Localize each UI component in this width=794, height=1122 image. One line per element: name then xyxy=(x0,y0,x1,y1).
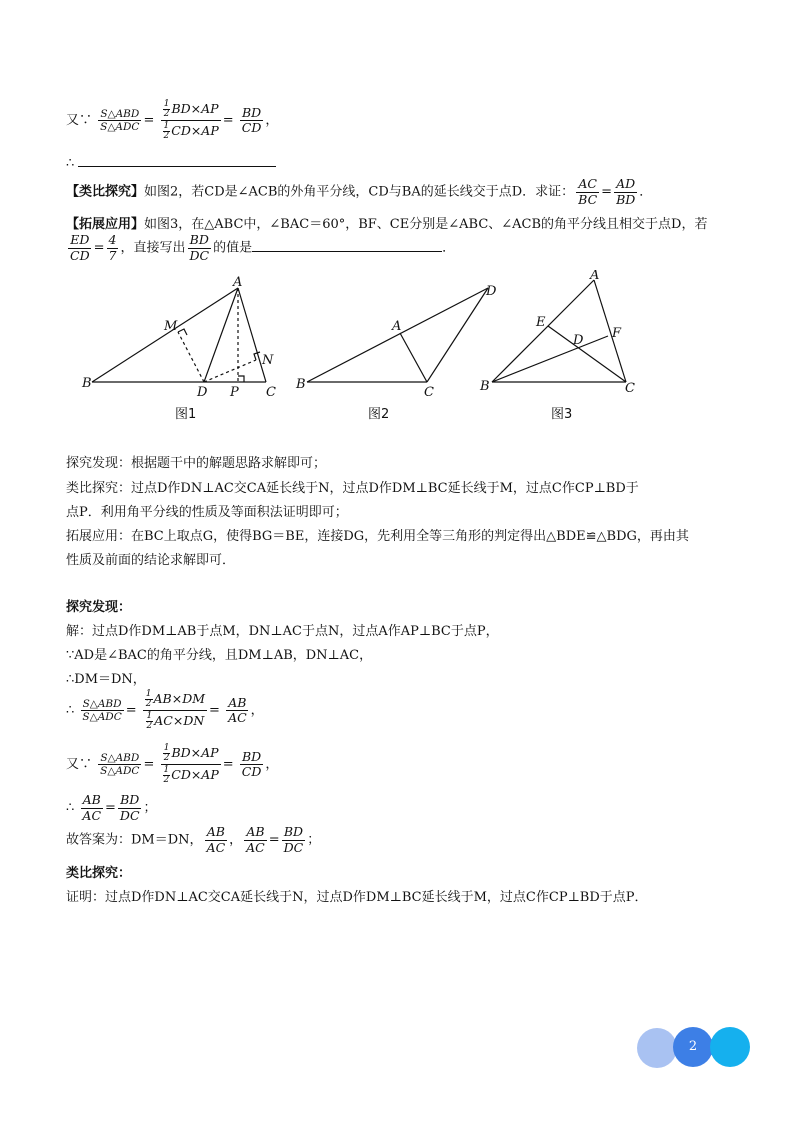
fraction-area-ratio: $\frac{\text{S△ABD}}{\text{S△ADC}}$ xyxy=(100,107,140,133)
fig3-label-C: C xyxy=(625,381,635,396)
answer-blank-2 xyxy=(252,251,442,252)
fraction-bd-ap-2: $\frac{1}{2}$ BD×AP $\frac{1}{2}$ CD×AP xyxy=(161,744,221,785)
fraction-ab-dm: $\frac{1}{2}$ AB×DM $\frac{1}{2}$ AC×DN xyxy=(143,690,207,731)
fig3-label-B: B xyxy=(480,379,490,394)
solution-step-1: 解：过点D作DM⊥AB于点M，DN⊥AC于点N，过点A作AP⊥BC于点P， xyxy=(66,624,499,639)
fraction-4-7: $\frac{4}{7}$ xyxy=(108,232,117,263)
extend-text: 如图3，在△ABC中，∠BAC＝60°，BF、CE分别是∠ABC、∠ACB的角平分线且相交于点D，若 xyxy=(144,217,708,232)
because-prefix: 又∵ xyxy=(66,113,93,128)
analysis-p1: 探究发现：根据题干中的解题思路求解即可； xyxy=(66,456,327,471)
solution-step-4: ∴ $\frac{\text{S△ABD}}{\text{S△ADC}}$ = $\frac{1}{2}$ AB×DM $\frac{1}{2}$ AC×DN = $\frac{AB}{AC}$ ， xyxy=(66,689,264,731)
solution-heading-1: 探究发现： xyxy=(66,600,132,615)
fraction-bd-cd: $\frac{BD}{CD}$ xyxy=(241,104,262,135)
fraction-area-ratio-3: $\frac{\text{S△ABD}}{\text{S△ADC}}$ xyxy=(100,751,140,777)
fraction-ed-cd: $\frac{ED}{CD}$ xyxy=(70,232,90,263)
fraction-ab-ac-4: $\frac{AB}{AC}$ xyxy=(246,824,265,855)
fraction-area-ratio-2: $\frac{\text{S△ABD}}{\text{S△ADC}}$ xyxy=(82,697,122,723)
answer-blank-1 xyxy=(78,166,276,167)
analysis-p3a: 拓展应用：在BC上取点G，使得BG＝BE，连接DG，先利用全等三角形的判定得出△BDE≌△BDG，再由其 xyxy=(66,529,689,544)
fig3-label-E: E xyxy=(536,315,546,330)
fraction-bd-dc: $\frac{BD}{DC}$ xyxy=(189,232,210,263)
fraction-ac-bc: $\frac{AC}{BC}$ xyxy=(578,176,598,207)
fig2-label-C: C xyxy=(424,385,434,400)
analysis-p2a: 类比探究：过点D作DN⊥AC交CA延长线于N，过点D作DM⊥BC延长线于M，过点C作CP⊥BD于 xyxy=(66,481,639,496)
fig1-label-A: A xyxy=(233,275,243,290)
analysis-p3b: 性质及前面的结论求解即可． xyxy=(66,553,236,568)
fig2-label-A: A xyxy=(392,319,402,334)
fig1-label-N: N xyxy=(262,353,274,368)
fig1-label-B: B xyxy=(82,376,92,391)
figure-2-diagram xyxy=(307,288,488,382)
fig1-label-D: D xyxy=(197,385,208,400)
fig1-label-C: C xyxy=(266,385,276,400)
fig2-label-D: D xyxy=(486,284,497,299)
geometry-figures xyxy=(70,270,730,430)
extend-label: 【拓展应用】 xyxy=(66,217,145,232)
fraction-ab-ac-2: $\frac{AB}{AC}$ xyxy=(82,792,102,823)
fig2-caption: 图2 xyxy=(368,407,390,422)
page-dot-right xyxy=(710,1027,750,1067)
analogy-text: 如图2，若CD是∠ACB的外角平分线，CD与BA的延长线交于点D．求证： xyxy=(144,184,575,200)
solution-step-8: 证明：过点D作DN⊥AC交CA延长线于N，过点D作DM⊥BC延长线于M，过点C作CP⊥BD于点P． xyxy=(66,890,648,905)
fraction-ab-ac-3: $\frac{AB}{AC}$ xyxy=(206,824,226,855)
fraction-ab-ac: $\frac{AB}{AC}$ xyxy=(228,694,247,725)
solution-heading-2: 类比探究： xyxy=(66,866,132,881)
fraction-ad-bd: $\frac{AD}{BD}$ xyxy=(616,176,636,207)
analogy-question: 【类比探究】如图2，若CD是∠ACB的外角平分线，CD与BA的延长线交于点D．求证： $\frac{AC}{BC}$ = $\frac{AD}{BD}$ ． xyxy=(66,176,653,207)
fraction-bd-dc-2: $\frac{BD}{DC}$ xyxy=(119,792,140,823)
fig3-label-D: D xyxy=(573,333,584,348)
solution-step-5: 又∵ $\frac{\text{S△ABD}}{\text{S△ADC}}$ = $\frac{1}{2}$ BD×AP $\frac{1}{2}$ CD×AP = $\frac{BD}{CD}$ ， xyxy=(66,743,279,785)
equation-line-1: 又∵ $\frac{\text{S△ABD}}{\text{S△ADC}}$ = $\frac{1}{2}$ BD×AP $\frac{1}{2}$ CD×AP = $\frac{BD}{CD}$ ， xyxy=(66,99,279,141)
fraction-bd-cd-2: $\frac{BD}{CD}$ xyxy=(241,748,262,779)
fig3-label-A: A xyxy=(590,270,600,283)
page-number: 2 xyxy=(688,1039,698,1054)
page-dot-left xyxy=(637,1028,677,1068)
analysis-p2b: 点P．利用角平分线的性质及等面积法证明即可； xyxy=(66,505,348,520)
fig3-caption: 图3 xyxy=(551,407,573,422)
fig1-label-M: M xyxy=(164,319,178,334)
analogy-label: 【类比探究】 xyxy=(66,184,145,200)
fig3-label-F: F xyxy=(612,326,622,341)
solution-step-3: ∴DM＝DN， xyxy=(66,672,146,687)
fig1-caption: 图1 xyxy=(175,407,197,422)
figure-3-diagram xyxy=(492,280,626,382)
therefore-blank-line: ∴ xyxy=(66,156,276,171)
solution-step-6: ∴ $\frac{AB}{AC}$ = $\frac{BD}{DC}$ ； xyxy=(66,792,157,823)
solution-step-2: ∵AD是∠BAC的角平分线，且DM⊥AB，DN⊥AC， xyxy=(66,648,373,663)
fraction-bd-dc-3: $\frac{BD}{DC}$ xyxy=(283,824,304,855)
extend-question-1 xyxy=(66,213,707,232)
extend-question-2: $\frac{ED}{CD}$ = $\frac{4}{7}$ ，直接写出 $\frac{BD}{DC}$ 的值是 ． xyxy=(70,232,456,263)
figure-1-diagram xyxy=(92,288,266,382)
fig1-label-P: P xyxy=(230,385,239,400)
solution-answer: 故答案为：DM＝DN， $\frac{AB}{AC}$ ， $\frac{AB}{AC}$ = $\frac{BD}{DC}$ ； xyxy=(66,824,321,855)
fig2-label-B: B xyxy=(296,377,306,392)
fraction-bd-ap: $\frac{1}{2}$ BD×AP $\frac{1}{2}$ CD×AP xyxy=(161,100,221,141)
